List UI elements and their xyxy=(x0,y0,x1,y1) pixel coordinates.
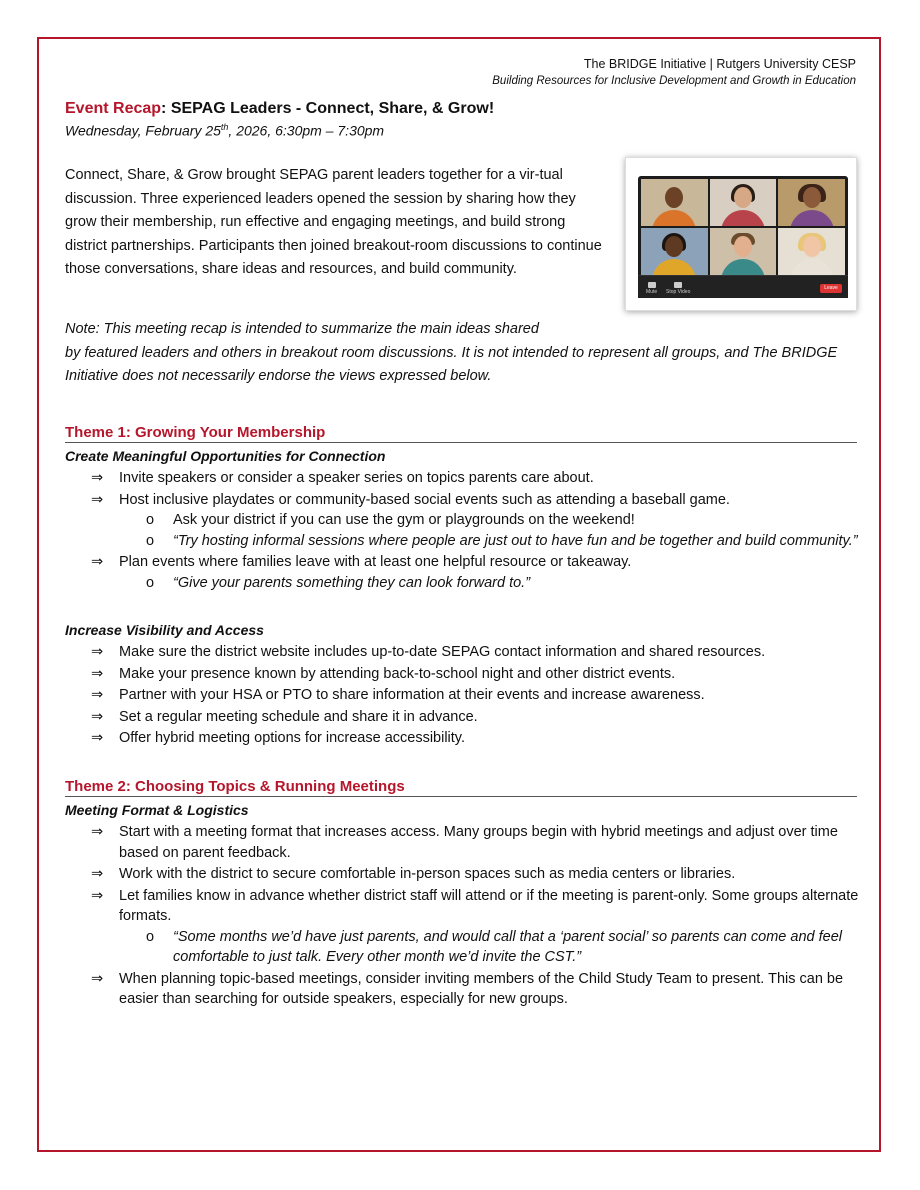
arrow-icon: ⇒ xyxy=(91,665,104,682)
sub-list xyxy=(119,927,865,968)
document-header xyxy=(492,55,856,89)
connection-list xyxy=(65,468,865,594)
bullet-icon: o xyxy=(146,512,155,528)
list-item xyxy=(65,822,865,863)
note-line: Note: This meeting recap is intended to summarize the main ideas shared xyxy=(65,321,539,337)
list-item-text: Work with the district to secure comfortable in-person spaces such as media centers or libraries. xyxy=(119,866,736,882)
list-item-text: Invite speakers or consider a speaker series on topics parents care about. xyxy=(119,470,594,486)
list-item-text: Set a regular meeting schedule and share it in advance. xyxy=(119,708,478,725)
participant-grid xyxy=(641,179,845,275)
list-item xyxy=(65,642,865,663)
organization-name: The BRIDGE Initiative | Rutgers University CESP xyxy=(583,57,856,71)
arrow-icon: ⇒ xyxy=(91,554,104,570)
quote-text: “Try hosting informal sessions where people are just out to have fun and be together and build community.” xyxy=(173,532,858,549)
participant-tile xyxy=(641,179,708,226)
sub-list-item xyxy=(65,573,865,594)
list-item xyxy=(65,864,865,885)
list-item xyxy=(65,552,865,593)
list-item xyxy=(65,468,865,489)
sub-list xyxy=(119,510,865,551)
list-item-text: When planning topic-based meetings, consider inviting members of the Child Study Team to present. This can be easier than searching for outside speakers, especially for new groups. xyxy=(119,970,844,1007)
sub-list-item xyxy=(65,510,865,531)
date-text: Wednesday, February 25 xyxy=(65,122,221,139)
video-call-window xyxy=(638,176,848,298)
participant-shirt xyxy=(721,210,765,226)
participant-tile xyxy=(710,228,777,275)
quote-text: “Give your parents something they can look forward to.” xyxy=(173,574,531,591)
participant-shirt xyxy=(652,210,696,226)
event-date xyxy=(65,122,384,139)
organization-tagline: Building Resources for Inclusive Development and Growth in Education xyxy=(492,75,856,87)
participant-shirt xyxy=(790,259,834,275)
participant-avatar xyxy=(734,236,752,257)
stop-video-label: Stop Video xyxy=(666,289,691,295)
theme-1-subheading-visibility: Increase Visibility and Access xyxy=(65,622,264,638)
title-prefix: Event Recap xyxy=(65,100,162,117)
list-item-text: Make sure the district website includes up-to-date SEPAG contact information and shared resources. xyxy=(119,644,766,660)
participant-avatar xyxy=(665,187,683,208)
list-item xyxy=(65,728,865,749)
stop-video-button xyxy=(666,282,690,295)
list-item-text: Let families know in advance whether district staff will attend or if the meeting is parent-only. Some groups alternate formats. xyxy=(119,887,859,924)
participant-shirt xyxy=(790,210,834,226)
participant-shirt xyxy=(652,259,696,275)
sub-list xyxy=(119,573,865,594)
list-item-text: Offer hybrid meeting options for increase accessibility. xyxy=(119,730,466,746)
participant-avatar xyxy=(803,187,821,208)
video-call-toolbar xyxy=(638,275,848,298)
list-item xyxy=(65,969,865,1010)
participant-avatar xyxy=(803,236,821,257)
bullet-icon: o xyxy=(146,574,155,591)
list-item-text: Partner with your HSA or PTO to share information at their events and increase awareness. xyxy=(119,687,705,703)
theme-1-subheading-connection: Create Meaningful Opportunities for Connection xyxy=(65,448,386,464)
mute-button xyxy=(646,282,657,295)
sub-list-item-text: Ask your district if you can use the gym or playgrounds on the weekend! xyxy=(173,512,635,528)
leave-button: Leave xyxy=(820,284,842,293)
participant-tile xyxy=(778,228,845,275)
list-item-text: Make your presence known by attending back-to-school night and other district events. xyxy=(119,665,676,682)
theme-1-heading: Theme 1: Growing Your Membership xyxy=(65,424,857,443)
arrow-icon: ⇒ xyxy=(91,887,104,904)
date-suffix: th xyxy=(220,122,229,132)
arrow-icon: ⇒ xyxy=(91,687,104,703)
visibility-list xyxy=(65,642,865,750)
page-title xyxy=(65,100,494,118)
arrow-icon: ⇒ xyxy=(91,730,104,746)
list-item xyxy=(65,707,865,728)
arrow-icon: ⇒ xyxy=(91,970,104,987)
list-item xyxy=(65,664,865,685)
video-call-illustration xyxy=(625,157,857,311)
theme-2-heading: Theme 2: Choosing Topics & Running Meetings xyxy=(65,778,857,797)
participant-avatar xyxy=(665,236,683,257)
participant-tile xyxy=(778,179,845,226)
intro-paragraph: Connect, Share, & Grow brought SEPAG parent leaders together for a vir-tual discussion. Three experienced leaders opened the session by sharing how they grow their membership, run effective and engaging meetings, and build strong district partnerships. Participants then joined breakout-room discussions to continue those conversations, share ideas and resources, and build community. xyxy=(65,167,602,277)
participant-shirt xyxy=(721,259,765,275)
arrow-icon: ⇒ xyxy=(91,824,104,840)
title-rest: : SEPAG Leaders - Connect, Share, & Grow! xyxy=(161,100,495,117)
arrow-icon: ⇒ xyxy=(91,708,104,725)
list-item xyxy=(65,685,865,706)
note-text: by featured leaders and others in breakout room discussions. It is not intended to represent all groups, and The BRIDGE Initiative does not necessarily endorse the views expressed below. xyxy=(65,344,838,384)
participant-tile xyxy=(710,179,777,226)
list-item xyxy=(65,490,865,552)
bullet-icon: o xyxy=(146,928,155,945)
arrow-icon: ⇒ xyxy=(91,491,104,508)
theme-2-subheading-format: Meeting Format & Logistics xyxy=(65,802,249,818)
camera-icon xyxy=(674,282,682,288)
list-item xyxy=(65,886,865,968)
quote-text: “Some months we’d have just parents, and would call that a ‘parent social’ so parents can come and feel comfortable to just talk. Every other month we’d invite the CST.” xyxy=(173,928,842,965)
arrow-icon: ⇒ xyxy=(91,470,104,486)
sub-list-item xyxy=(65,531,865,552)
list-item-text: Plan events where families leave with at least one helpful resource or takeaway. xyxy=(119,554,632,570)
disclaimer-note xyxy=(65,318,865,389)
format-list xyxy=(65,822,865,1011)
list-item-text: Host inclusive playdates or community-based social events such as attending a baseball game. xyxy=(119,491,730,508)
participant-avatar xyxy=(734,187,752,208)
bullet-icon: o xyxy=(146,532,155,549)
date-time: , 2026, 6:30pm – 7:30pm xyxy=(228,122,385,139)
list-item-text: Start with a meeting format that increases access. Many groups begin with hybrid meetings and adjust over time based on parent feedback. xyxy=(119,824,838,861)
mute-label: Mute xyxy=(646,289,658,295)
microphone-icon xyxy=(648,282,656,288)
participant-tile xyxy=(641,228,708,275)
arrow-icon: ⇒ xyxy=(91,644,104,660)
arrow-icon: ⇒ xyxy=(91,866,104,882)
sub-list-item xyxy=(65,927,865,968)
